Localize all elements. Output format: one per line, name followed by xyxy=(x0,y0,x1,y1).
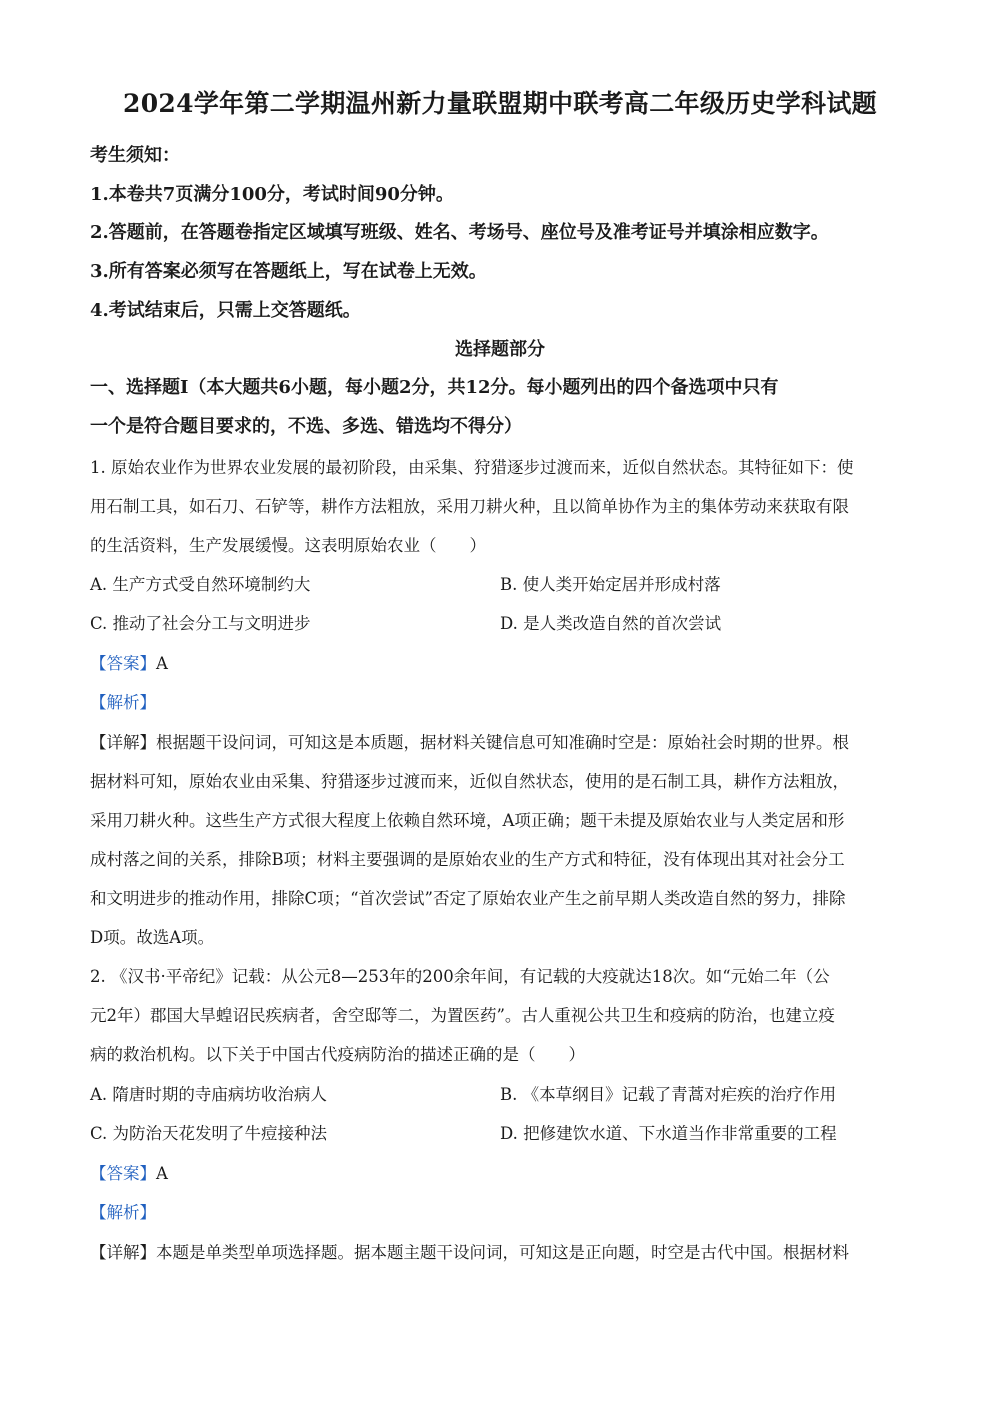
q2-option-c: C. 为防治天花发明了牛痘接种法 xyxy=(90,1124,328,1143)
q2-answer-value: A xyxy=(156,1164,168,1183)
q1-option-d: D. 是人类改造自然的首次尝试 xyxy=(500,614,722,633)
part1-heading-line-2: 一个是符合题目要求的，不选、多选、错选均不得分） xyxy=(90,416,522,437)
q2-stem-line-1: 2. 《汉书·平帝纪》记载：从公元8—253年的200余年间，有记载的大疫就达18次。如“元始二年（公 xyxy=(90,967,830,986)
notice-item-3: 3.所有答案必须写在答题纸上，写在试卷上无效。 xyxy=(90,261,487,282)
notice-item-2: 2.答题前，在答题卷指定区域填写班级、姓名、考场号、座位号及准考证号并填涂相应数字。 xyxy=(90,222,829,243)
page-title: 2024学年第二学期温州新力量联盟期中联考高二年级历史学科试题 xyxy=(123,89,877,118)
q2-analysis xyxy=(90,1199,156,1223)
q2-stem-line-2: 元2年）郡国大旱蝗诏民疾病者，舍空邸等二，为置医药”。古人重视公共卫生和疫病的防治，也建立疫 xyxy=(90,1006,835,1025)
q1-detail-line-6: D项。故选A项。 xyxy=(90,928,215,947)
notice-heading: 考生须知： xyxy=(90,145,180,166)
q1-detail-line-5: 和文明进步的推动作用，排除C项；“首次尝试”否定了原始农业产生之前早期人类改造自然的努力，排除 xyxy=(90,889,846,908)
q1-stem-line-1: 1. 原始农业作为世界农业发展的最初阶段，由采集、狩猎逐步过渡而来，近似自然状态。其特征如下：使 xyxy=(90,458,854,477)
q1-option-c: C. 推动了社会分工与文明进步 xyxy=(90,614,311,633)
section-title: 选择题部分 xyxy=(455,339,545,360)
q1-option-a: A. 生产方式受自然环境制约大 xyxy=(90,575,311,594)
q1-stem-line-3: 的生活资料，生产发展缓慢。这表明原始农业（ ） xyxy=(90,536,486,555)
q1-stem-line-2: 用石制工具，如石刀、石铲等，耕作方法粗放，采用刀耕火种，且以简单协作为主的集体劳动来获取有限 xyxy=(90,497,849,516)
q2-answer-tag: 【答案】 xyxy=(90,1164,156,1183)
q1-answer-value: A xyxy=(156,654,168,673)
q2-stem-line-3: 病的救治机构。以下关于中国古代疫病防治的描述正确的是（ ） xyxy=(90,1045,585,1064)
q1-answer xyxy=(90,650,168,674)
q1-answer-tag: 【答案】 xyxy=(90,654,156,673)
q2-detail-line-1 xyxy=(90,1239,849,1263)
q1-analysis xyxy=(90,689,156,713)
notice-item-1: 1.本卷共7页满分100分，考试时间90分钟。 xyxy=(90,184,454,205)
q2-option-d: D. 把修建饮水道、下水道当作非常重要的工程 xyxy=(500,1124,837,1143)
q1-detail-line-3: 采用刀耕火种。这些生产方式很大程度上依赖自然环境，A项正确；题干未提及原始农业与人类定居和形 xyxy=(90,811,845,830)
notice-item-4: 4.考试结束后，只需上交答题纸。 xyxy=(90,300,361,321)
q1-detail-line-1 xyxy=(90,729,849,753)
q2-analysis-tag: 【解析】 xyxy=(90,1203,156,1222)
q1-option-b: B. 使人类开始定居并形成村落 xyxy=(500,575,721,594)
q2-answer xyxy=(90,1160,168,1184)
q1-detail-line-2: 据材料可知，原始农业由采集、狩猎逐步过渡而来，近似自然状态，使用的是石制工具，耕作方法粗放， xyxy=(90,772,849,791)
part1-heading-line-1: 一、选择题Ⅰ（本大题共6小题，每小题2分，共12分。每小题列出的四个备选项中只有 xyxy=(90,377,779,398)
q2-option-b: B. 《本草纲目》记载了青蒿对疟疾的治疗作用 xyxy=(500,1085,837,1104)
q2-option-a: A. 隋唐时期的寺庙病坊收治病人 xyxy=(90,1085,327,1104)
q1-detail-line-4: 成村落之间的关系，排除B项；材料主要强调的是原始农业的生产方式和特征，没有体现出其对社会分工 xyxy=(90,850,845,869)
q1-detail-text-1: 根据题干设问词，可知这是本质题，据材料关键信息可知准确时空是：原始社会时期的世界。根 xyxy=(156,733,849,752)
q1-detail-tag: 【详解】 xyxy=(90,733,156,752)
q2-detail-tag: 【详解】 xyxy=(90,1243,156,1262)
q1-analysis-tag: 【解析】 xyxy=(90,693,156,712)
q2-detail-text-1: 本题是单类型单项选择题。据本题主题干设问词，可知这是正向题，时空是古代中国。根据材料 xyxy=(156,1243,849,1262)
